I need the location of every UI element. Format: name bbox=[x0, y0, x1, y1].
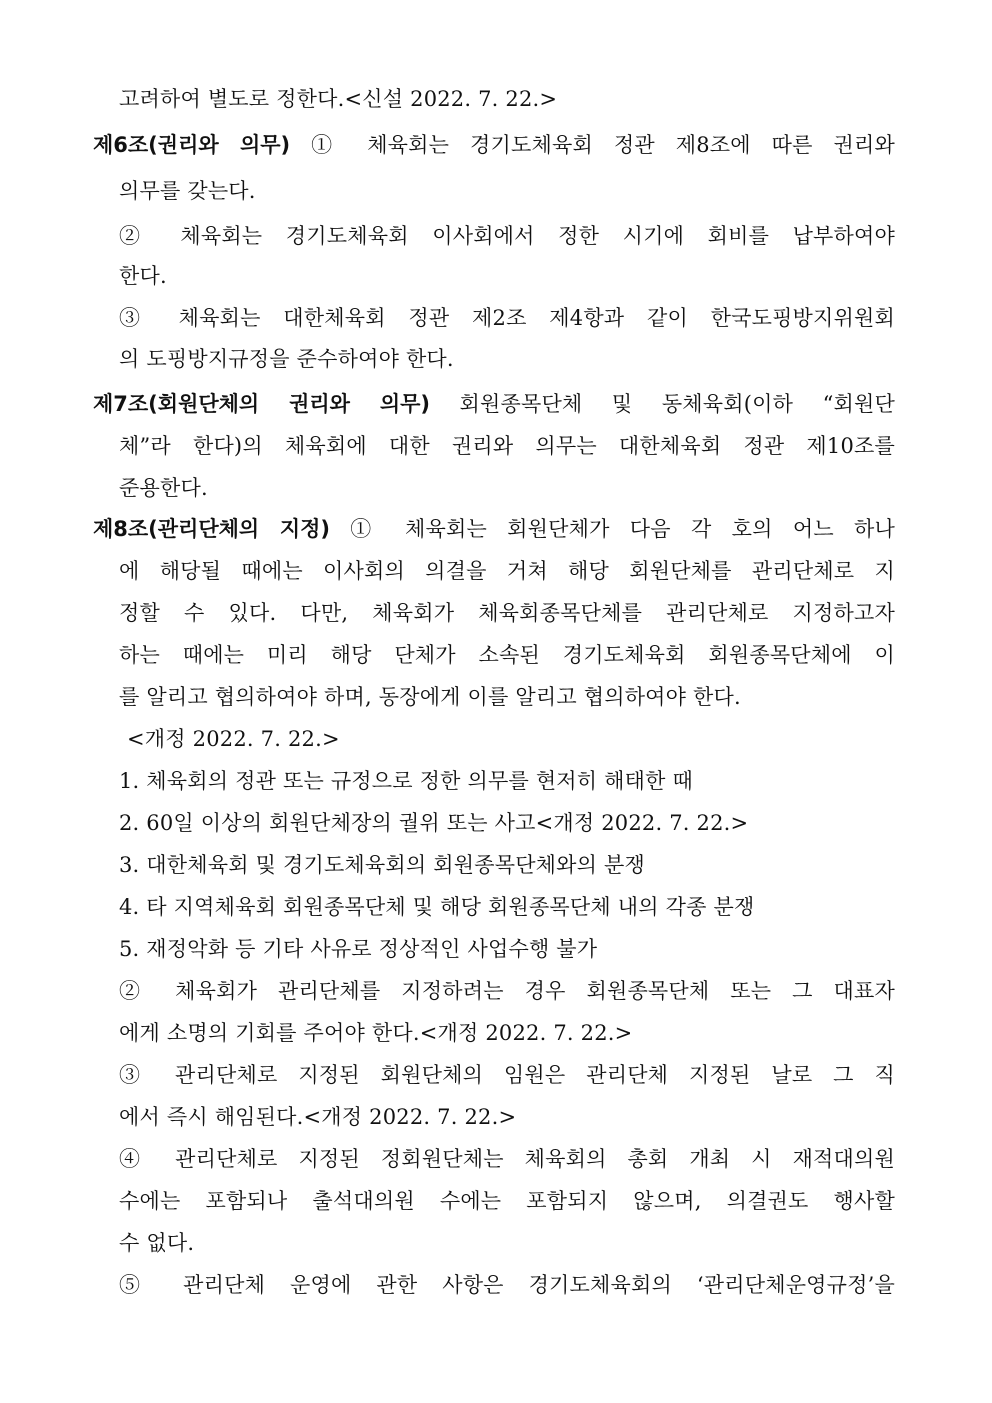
text-line: ④ 관리단체로 지정된 정회원단체는 체육회의 총회 개최 시 재적대의원 bbox=[119, 1147, 895, 1171]
text-line: 를 알리고 협의하여야 하며, 동장에게 이를 알리고 협의하여야 한다. bbox=[119, 685, 741, 709]
text-line: ② 체육회가 관리단체를 지정하려는 경우 회원종목단체 또는 그 대표자 bbox=[119, 979, 895, 1003]
list-item: 2. 60일 이상의 회원단체장의 궐위 또는 사고<개정 2022. 7. 22.> bbox=[119, 811, 749, 835]
list-item: 3. 대한체육회 및 경기도체육회의 회원종목단체와의 분쟁 bbox=[119, 853, 645, 877]
amendment-note: <개정 2022. 7. 22.> bbox=[127, 727, 340, 751]
text-line: ② 체육회는 경기도체육회 이사회에서 정한 시기에 회비를 납부하여야 bbox=[119, 224, 895, 248]
article-heading: 제8조(관리단체의 지정) bbox=[93, 517, 331, 541]
text-line: 체”라 한다)의 체육회에 대한 권리와 의무는 대한체육회 정관 제10조를 bbox=[119, 434, 895, 458]
text-line: 에서 즉시 해임된다.<개정 2022. 7. 22.> bbox=[119, 1105, 517, 1129]
text-line: 한다. bbox=[119, 264, 167, 288]
list-item: 4. 타 지역체육회 회원종목단체 및 해당 회원종목단체 내의 각종 분쟁 bbox=[119, 895, 755, 919]
text-line: 정할 수 있다. 다만, 체육회가 체육회종목단체를 관리단체로 지정하고자 bbox=[119, 601, 895, 625]
paragraph-text: ① 체육회는 회원단체가 다음 각 호의 어느 하나 bbox=[350, 517, 895, 541]
article-heading: 제6조(권리와 의무) bbox=[93, 133, 291, 157]
paragraph-text: ① 체육회는 경기도체육회 정관 제8조에 따른 권리와 bbox=[311, 133, 895, 157]
list-item: 5. 재정악화 등 기타 사유로 정상적인 사업수행 불가 bbox=[119, 937, 598, 961]
text-line: ⑤ 관리단체 운영에 관한 사항은 경기도체육회의 ‘관리단체운영규정’을 bbox=[119, 1273, 895, 1297]
text-line: 의무를 갖는다. bbox=[119, 179, 256, 203]
text-line: 고려하여 별도로 정한다.<신설 2022. 7. 22.> bbox=[119, 87, 558, 111]
text-line: 의 도핑방지규정을 준수하여야 한다. bbox=[119, 347, 454, 371]
paragraph-text: 회원종목단체 및 동체육회(이하 “회원단 bbox=[459, 392, 895, 416]
text-line: ③ 관리단체로 지정된 회원단체의 임원은 관리단체 지정된 날로 그 직 bbox=[119, 1063, 895, 1087]
text-line: 에 해당될 때에는 이사회의 의결을 거쳐 해당 회원단체를 관리단체로 지 bbox=[119, 559, 895, 583]
text-line: ③ 체육회는 대한체육회 정관 제2조 제4항과 같이 한국도핑방지위원회 bbox=[119, 306, 895, 330]
text-line: 하는 때에는 미리 해당 단체가 소속된 경기도체육회 회원종목단체에 이 bbox=[119, 643, 895, 667]
text-line: 수 없다. bbox=[119, 1231, 195, 1255]
text-line: 준용한다. bbox=[119, 476, 208, 500]
list-item: 1. 체육회의 정관 또는 규정으로 정한 의무를 현저히 해태한 때 bbox=[119, 769, 693, 793]
text-line: 수에는 포함되나 출석대의원 수에는 포함되지 않으며, 의결권도 행사할 bbox=[119, 1189, 895, 1213]
article-6-first-line bbox=[93, 131, 895, 159]
article-heading: 제7조(회원단체의 권리와 의무) bbox=[93, 392, 431, 416]
article-7-first-line bbox=[93, 390, 895, 418]
text-line: 에게 소명의 기회를 주어야 한다.<개정 2022. 7. 22.> bbox=[119, 1021, 633, 1045]
article-8-first-line bbox=[93, 515, 895, 543]
